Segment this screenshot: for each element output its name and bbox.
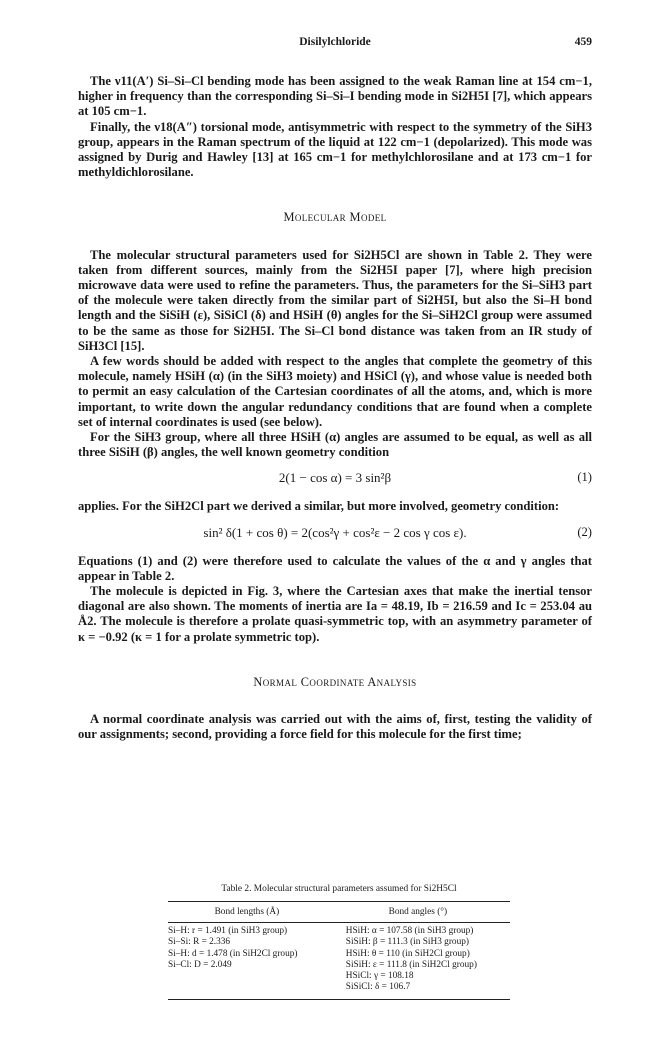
- bond-angle-sisih-sih2cl: SiSiH: ε = 111.8 (in SiH2Cl group): [345, 959, 477, 970]
- bond-angle-hsicl: HSiCl: γ = 108.18: [345, 971, 414, 982]
- bond-angles-column: [326, 923, 510, 1000]
- running-title: Disilylchloride: [299, 36, 371, 48]
- bond-length-si-h-sih2cl: Si–H: d = 1.478 (in SiH2Cl group): [168, 948, 298, 959]
- table-2: [168, 884, 510, 1000]
- paragraph-sih3-group: For the SiH3 group, where all three HSiH (α) angles are assumed to be equal, as well as all three SiSiH (β) angles, the well known geometry condition: [78, 430, 592, 460]
- article-body: [78, 74, 592, 743]
- bond-length-si-si: Si–Si: R = 2.336: [168, 937, 231, 948]
- equation-2-number: (2): [577, 524, 592, 539]
- bond-angle-hsih-sih2cl: HSiH: θ = 110 (in SiH2Cl group): [345, 948, 470, 959]
- table-header-bond-angles: Bond angles (°): [326, 902, 510, 923]
- paragraph-bending-mode: The ν11(A′) Si–Si–Cl bending mode has been assigned to the weak Raman line at 154 cm−1, higher in frequency than the corresponding Si–Si–I bending mode in Si2H5I [7], which appears at 105 cm−1.: [78, 74, 592, 119]
- equation-1-expression: 2(1 − cos α) = 3 sin²β: [278, 470, 392, 486]
- paragraph-equations-usage: Equations (1) and (2) were therefore used to calculate the values of the α and γ angles that appear in Table 2.: [78, 553, 592, 583]
- structural-parameters-table: [168, 901, 510, 1000]
- paragraph-torsional-mode: Finally, the ν18(A″) torsional mode, antisymmetric with respect to the symmetry of the SiH3 group, appears in the Raman spectrum of the liquid at 122 cm−1 (depolarized). This mode was assigned by Durig and Hawley [13] at 165 cm−1 for methylchlorosilane and at 173 cm−1 for methyldichlorosilane.: [78, 119, 592, 180]
- running-header: [78, 36, 592, 52]
- paragraph-normal-coordinate: A normal coordinate analysis was carried out with the aims of, first, testing the validity of our assignments; second, providing a force field for this molecule for the first time;: [78, 712, 592, 742]
- paragraph-structural-parameters: The molecular structural parameters used for Si2H5Cl are shown in Table 2. They were taken from different sources, mainly from the Si2H5I paper [7], where high precision microwave data were used to refine the parameters. Thus, the parameters for the Si–SiH3 part of the molecule were taken directly from the similar part of Si2H5I, but also the Si–H bond length and the SiSiH (ε), SiSiCl (δ) and HSiH (θ) angles for the Si–SiH2Cl group were assumed to be the same as those for Si2H5I. The Si–Cl bond distance was taken from an IR study of SiH3Cl [15].: [78, 247, 592, 353]
- page-number: 459: [574, 36, 592, 48]
- bond-length-si-cl: Si–Cl: D = 2.049: [168, 959, 232, 970]
- bond-lengths-column: [168, 923, 326, 1000]
- bond-angle-hsih-sih3: HSiH: α = 107.58 (in SiH3 group): [345, 926, 474, 937]
- table-header-bond-lengths: Bond lengths (Å): [168, 902, 326, 923]
- equation-2-expression: sin² δ(1 + cos θ) = 2(cos²γ + cos²ε − 2 cos γ cos ε).: [203, 524, 467, 540]
- table-caption: Table 2. Molecular structural parameters assumed for Si2H5Cl: [221, 884, 457, 894]
- paragraph-moments-of-inertia: The molecule is depicted in Fig. 3, where the Cartesian axes that make the inertial tensor diagonal are also shown. The moments of inertia are Ia = 48.19, Ib = 216.59 and Ic = 253.04 au Å2. The molecule is therefore a prolate quasi-symmetric top, with an asymmetry parameter of κ = −0.92 (κ = 1 for a prolate symmetric top).: [78, 584, 592, 644]
- paragraph-angles: A few words should be added with respect to the angles that complete the geometry of this molecule, namely HSiH (α) (in the SiH3 moiety) and HSiCl (γ), and whose value is needed both to permit an easy calculation of the Cartesian coordinates of all the atoms, and, which is more important, to write down the angular redundancy conditions that are found when a complete set of internal coordinates is used (see below).: [78, 354, 592, 429]
- equation-1-number: (1): [577, 470, 592, 485]
- equation-2: [78, 525, 592, 542]
- section-heading-molecular-model: Molecular Model: [283, 210, 387, 225]
- equation-1: [78, 470, 592, 487]
- bond-angle-sisih-sih3: SiSiH: β = 111.3 (in SiH3 group): [345, 937, 469, 948]
- bond-length-si-h-sih3: Si–H: r = 1.491 (in SiH3 group): [168, 926, 288, 937]
- bond-angle-sisicl: SiSiCl: δ = 106.7: [345, 982, 411, 993]
- section-heading-normal-coordinate: Normal Coordinate Analysis: [253, 674, 417, 689]
- paragraph-sih2cl-condition: applies. For the SiH2Cl part we derived a similar, but more involved, geometry condition:: [78, 499, 560, 514]
